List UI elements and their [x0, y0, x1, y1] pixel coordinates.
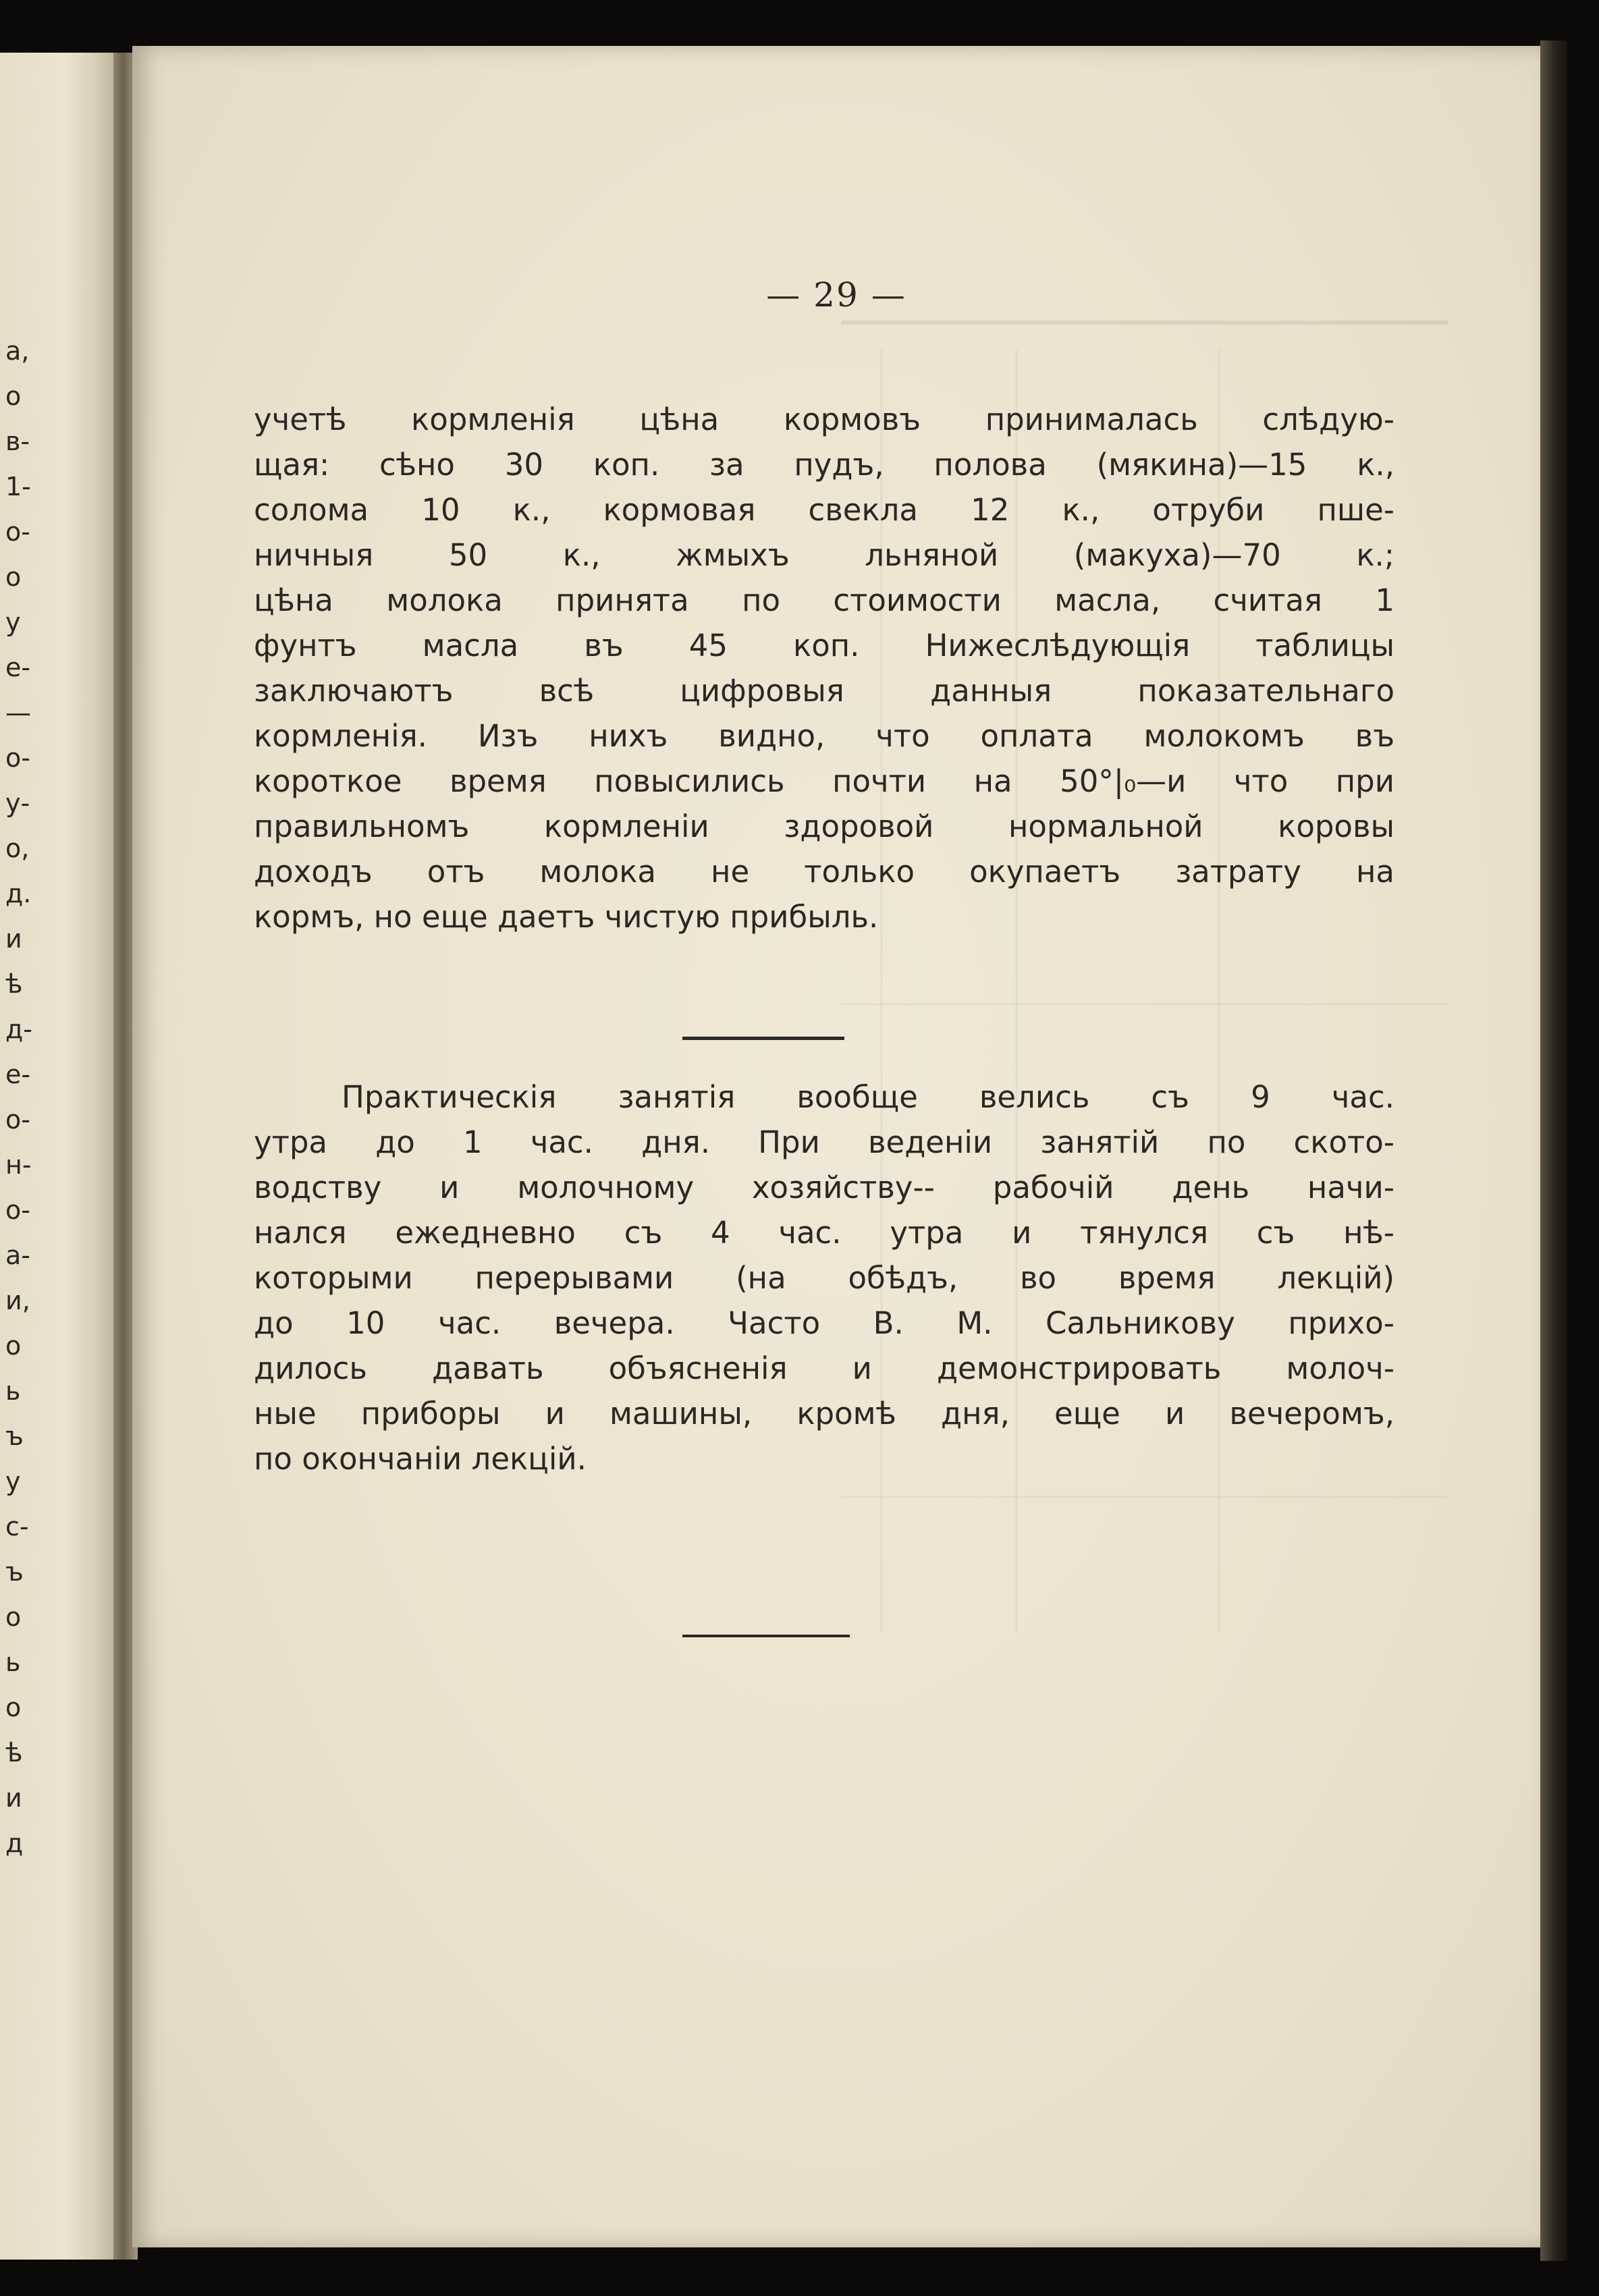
left-page-fragment: ъ: [5, 1421, 24, 1451]
page-number: — 29 —: [766, 275, 906, 315]
left-page-fragment: о: [5, 381, 22, 411]
left-page-fragment: д: [5, 1828, 24, 1858]
left-page-fragment: —: [5, 698, 31, 728]
previous-page-strip: [0, 53, 119, 2260]
text-line: кормленія. Изъ нихъ видно, что оплата молокомъ въ: [254, 718, 1394, 754]
left-page-fragment: ѣ: [5, 969, 23, 999]
left-page-fragment: о-: [5, 517, 30, 547]
left-page-fragment: ь: [5, 1647, 21, 1677]
left-page-fragment: в-: [5, 427, 30, 456]
left-page-fragment: у-: [5, 788, 30, 818]
left-page-fragment: ѣ: [5, 1738, 23, 1768]
left-page-fragment: и: [5, 1783, 22, 1813]
text-line: фунтъ масла въ 45 коп. Нижеслѣдующія таблицы: [254, 628, 1394, 663]
text-line: ные приборы и машины, кромѣ дня, еще и вечеромъ,: [254, 1396, 1394, 1431]
paragraph-feeding: [254, 397, 1394, 939]
left-page-fragment: у: [5, 607, 21, 637]
text-line: доходъ отъ молока не только окупаетъ затрату на: [254, 854, 1394, 890]
text-line: до 10 час. вечера. Часто В. М. Сальникову прихо-: [254, 1305, 1394, 1341]
text-line: цѣна молока принята по стоимости масла, считая 1: [254, 582, 1394, 618]
left-page-fragment: 1-: [5, 472, 31, 501]
left-page-fragment: с-: [5, 1512, 29, 1541]
text-line: короткое время повысились почти на 50°|₀—и что при: [254, 763, 1394, 799]
text-line: водству и молочному хозяйству-- рабочій день начи-: [254, 1170, 1394, 1205]
left-page-fragment: а-: [5, 1240, 30, 1270]
left-page-fragment: е-: [5, 653, 31, 682]
text-line: по окончаніи лекцій.: [254, 1441, 587, 1477]
left-page-fragment: ь: [5, 1376, 21, 1406]
text-line: утра до 1 час. дня. При веденіи занятій по ското-: [254, 1124, 1394, 1160]
text-line: которыми перерывами (на обѣдъ, во время лекцій): [254, 1260, 1394, 1296]
left-page-fragment: ъ: [5, 1557, 24, 1587]
left-page-fragment: и,: [5, 1286, 30, 1315]
text-line: правильномъ кормленіи здоровой нормальной коровы: [254, 809, 1394, 844]
text-line: солома 10 к., кормовая свекла 12 к., отруби пше-: [254, 492, 1394, 528]
text-line: нался ежедневно съ 4 час. утра и тянулся съ нѣ-: [254, 1215, 1394, 1251]
left-page-fragment: д-: [5, 1014, 32, 1044]
section-divider: [682, 1037, 844, 1040]
book-right-edge: [1540, 40, 1567, 2261]
left-page-fragment: о-: [5, 1105, 30, 1135]
left-page-fragment: и: [5, 924, 22, 954]
left-page-fragment: о: [5, 1693, 22, 1722]
left-page-fragment: д.: [5, 879, 32, 908]
left-page-fragment: е-: [5, 1060, 31, 1089]
text-line: щая: сѣно 30 коп. за пудъ, полова (мякина)—15 к.,: [254, 447, 1394, 483]
paragraph-practical-lessons: [254, 1074, 1394, 1481]
left-page-fragment: у: [5, 1467, 21, 1496]
end-divider: [682, 1635, 850, 1637]
text-line: Практическія занятія вообще велись съ 9 час.: [342, 1079, 1394, 1115]
text-line: заключаютъ всѣ цифровыя данныя показательнаго: [254, 673, 1394, 709]
left-page-fragment: о: [5, 1331, 22, 1361]
left-page-fragment: о: [5, 1602, 22, 1632]
left-page-fragment: о-: [5, 743, 30, 773]
left-page-fragment: о,: [5, 833, 30, 863]
left-page-fragment: о: [5, 562, 22, 592]
left-page-fragment: а,: [5, 336, 30, 366]
text-line: кормъ, но еще даетъ чистую прибыль.: [254, 899, 879, 935]
left-page-fragment: о-: [5, 1195, 30, 1225]
left-page-fragment: н-: [5, 1150, 32, 1180]
page: [132, 46, 1540, 2247]
text-line: дилось давать объясненія и демонстрировать молоч-: [254, 1350, 1394, 1386]
text-line: ничныя 50 к., жмыхъ льняной (макуха)—70 к.;: [254, 537, 1394, 573]
text-line: учетѣ кормленія цѣна кормовъ принималась слѣдую-: [254, 402, 1394, 437]
